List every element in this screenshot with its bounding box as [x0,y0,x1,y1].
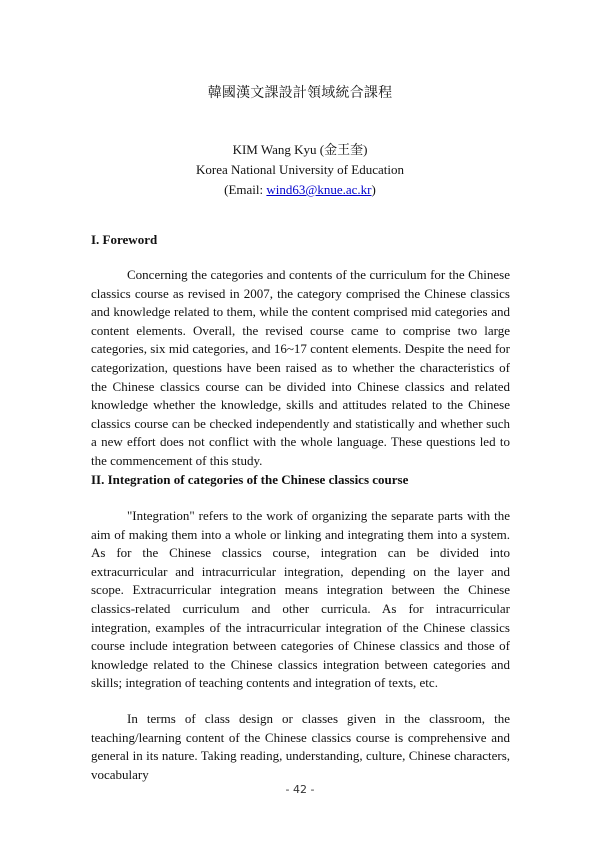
author-email-line [0,180,600,200]
email-suffix: ) [371,182,376,197]
email-link[interactable]: wind63@knue.ac.kr [266,182,372,197]
page-number: - 42 - [285,783,315,796]
paper-title: 韓國漢文課設計領域統合課程 [207,85,393,101]
author-affiliation: Korea National University of Education [196,162,404,177]
author-name: KIM Wang Kyu (金王奎) [232,142,368,157]
section-heading-foreword: I. Foreword [91,232,158,247]
author-block [0,140,600,200]
integration-paragraph-2: In terms of class design or classes given in the classroom, the teaching/learning content of the Chinese classics course is comprehensive and general in its nature. Taking reading, understanding, culture, Chinese characters, vocabulary [91,711,510,782]
email-prefix: (Email: [224,182,267,197]
integration-paragraph-1: "Integration" refers to the work of organizing the separate parts with the aim of making them into a whole or linking and integrating them into a system. As for the Chinese classics course, integration can be divided into extracurricular and intracurricular integration, depending on the layer and scope. Extracurricular integration means integration between the Chinese classics-related curriculum and other curricula. As for intracurricular integration, examples of the intracurricular integration of the Chinese classics course include integration between categories of Chinese classics and those of knowledge related to the Chinese classics integration between categories and skills; integration of teaching contents and integration of texts, etc. [91,508,510,691]
foreword-paragraph: Concerning the categories and contents of the curriculum for the Chinese classics course as revised in 2007, the category comprised the Chinese classics and knowledge related to them, while the content comprised mid categories and content elements. Overall, the revised course came to comprise two large categories, six mid categories, and 16~17 content elements. Despite the need for categorization, questions have been raised as to whether the characteristics of the Chinese classics course can be divided into Chinese classics and related knowledge whether the knowledge, skills and attitudes related to the Chinese classics course can be checked independently and statistically and whether such a new effort does not conflict with the whole language. These questions led to the commencement of this study. [91,267,510,468]
section-heading-integration: II. Integration of categories of the Chinese classics course [91,472,409,487]
